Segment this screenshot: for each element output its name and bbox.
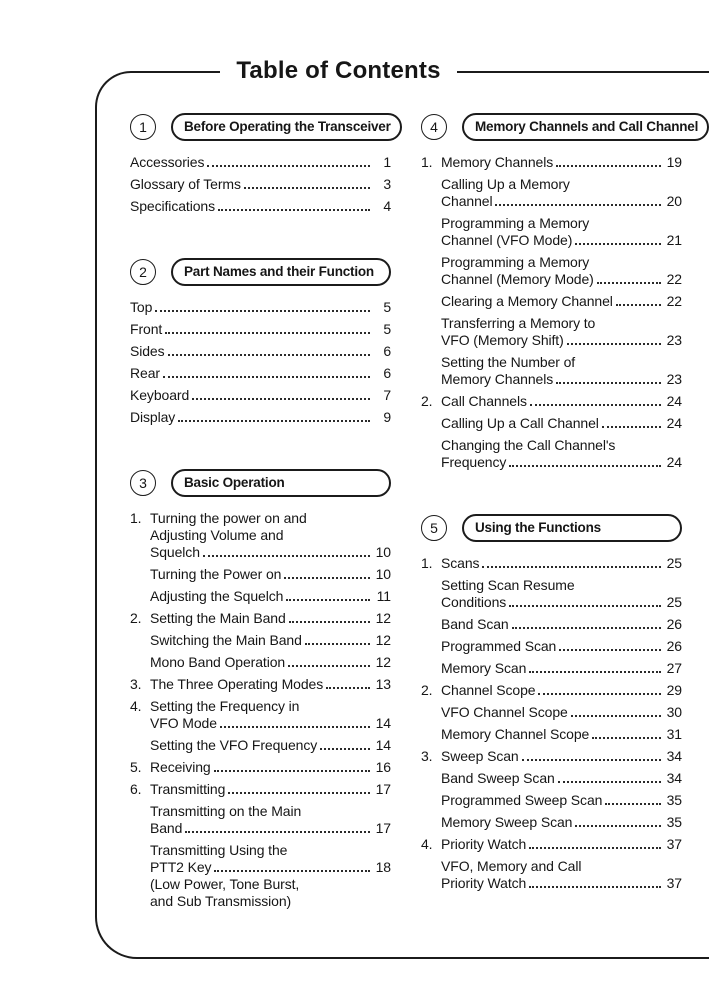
entry-line: Programming a Memory (441, 254, 590, 270)
toc-entry (130, 198, 391, 215)
entry-page: 10 (375, 544, 391, 560)
toc-entry (130, 299, 391, 316)
entry-number: 4. (421, 836, 433, 852)
entry-line (150, 759, 391, 776)
entry-page: 25 (666, 555, 682, 571)
leader-dots (567, 343, 661, 345)
entry-line (130, 321, 391, 338)
leader-dots (288, 665, 370, 667)
section-header (421, 113, 699, 141)
entry-line (441, 682, 682, 699)
toc-entry (421, 577, 682, 611)
toc-entry (130, 676, 391, 693)
section-header (130, 258, 391, 286)
entry-line (150, 781, 391, 798)
toc-entry (130, 365, 391, 382)
entry-page: 14 (375, 715, 391, 731)
toc-entry (421, 814, 682, 831)
leader-dots (556, 165, 661, 167)
entry-line (441, 193, 682, 210)
entry-line (150, 610, 391, 627)
entry-line (130, 154, 391, 171)
entry-page: 12 (375, 610, 391, 626)
entry-page: 16 (375, 759, 391, 775)
entry-text: Display (130, 409, 176, 425)
entry-text: Switching the Main Band (150, 632, 302, 648)
entry-line (150, 632, 391, 649)
leader-dots (592, 737, 661, 739)
leader-dots (559, 649, 661, 651)
leader-dots (284, 577, 370, 579)
entry-page: 12 (375, 632, 391, 648)
entry-line (441, 638, 682, 655)
entry-page: 35 (666, 814, 682, 830)
entry-line (130, 299, 391, 316)
entry-line (441, 660, 682, 677)
entry-line: Calling Up a Memory (441, 176, 570, 192)
toc-entry (421, 660, 682, 677)
leader-dots (495, 204, 661, 206)
leader-dots (163, 376, 370, 378)
leader-dots (512, 627, 661, 629)
entry-line (130, 343, 391, 360)
leader-dots (602, 426, 661, 428)
toc-entry (130, 842, 391, 910)
toc-entry (421, 770, 682, 787)
toc-entry (421, 154, 682, 171)
entry-page: 6 (383, 343, 391, 359)
entry-page: 26 (666, 638, 682, 654)
entry-page: 24 (666, 454, 682, 470)
entry-text: Rear (130, 365, 160, 381)
toc-entry (130, 343, 391, 360)
entry-number: 1. (130, 510, 142, 526)
toc-section (421, 514, 682, 897)
toc-entry (421, 726, 682, 743)
entry-text: Memory Scan (441, 660, 527, 676)
entry-line (441, 154, 682, 171)
leader-dots (529, 671, 661, 673)
leader-dots (185, 831, 370, 833)
entry-line: Setting the Number of (441, 354, 576, 370)
entry-page: 26 (666, 616, 682, 632)
leader-dots (155, 310, 370, 312)
toc-entry (421, 393, 682, 410)
entry-line: VFO, Memory and Call (441, 858, 582, 874)
entry-text: PTT2 Key (150, 859, 212, 875)
entry-line (441, 814, 682, 831)
entry-line: Transmitting on the Main (150, 803, 302, 819)
entry-number: 1. (421, 555, 433, 571)
entry-text: VFO Mode (150, 715, 217, 731)
entry-page: 18 (375, 859, 391, 875)
section-number-badge: 2 (130, 259, 156, 285)
entry-text: Sweep Scan (441, 748, 519, 764)
entry-text: Top (130, 299, 153, 315)
leader-dots (509, 605, 661, 607)
section-number-badge: 3 (130, 470, 156, 496)
page-title: Table of Contents (220, 56, 456, 86)
entry-line (441, 792, 682, 809)
entry-page: 25 (666, 594, 682, 610)
entry-line (150, 566, 391, 583)
entry-text: Transmitting (150, 781, 226, 797)
entry-line (150, 820, 391, 837)
leader-dots (575, 825, 661, 827)
toc-entry (130, 654, 391, 671)
entry-page: 13 (375, 676, 391, 692)
entry-line: Setting the Frequency in (150, 698, 300, 714)
toc-columns (130, 113, 699, 915)
entry-page: 12 (375, 654, 391, 670)
leader-dots (605, 803, 661, 805)
entry-page: 7 (383, 387, 391, 403)
entry-page: 9 (383, 409, 391, 425)
leader-dots (192, 398, 370, 400)
entry-page: 20 (666, 193, 682, 209)
entry-text: Adjusting the Squelch (150, 588, 284, 604)
toc-entry (421, 836, 682, 853)
leader-dots (286, 599, 370, 601)
leader-dots (305, 643, 370, 645)
entry-text: Band Scan (441, 616, 509, 632)
entry-text: The Three Operating Modes (150, 676, 324, 692)
leader-dots (178, 420, 370, 422)
toc-entry (421, 293, 682, 310)
entry-line: Adjusting Volume and (150, 527, 284, 543)
toc-entry (421, 858, 682, 892)
entry-page: 24 (666, 393, 682, 409)
leader-dots (244, 187, 370, 189)
entry-line (130, 198, 391, 215)
entry-text: VFO Channel Scope (441, 704, 568, 720)
toc-entry (130, 510, 391, 561)
leader-dots (214, 770, 370, 772)
entry-page: 27 (666, 660, 682, 676)
entry-line: Setting Scan Resume (441, 577, 575, 593)
entry-number: 3. (130, 676, 142, 692)
entry-number: 5. (130, 759, 142, 775)
entry-text: Memory Channels (441, 154, 554, 170)
page-title-wrap (0, 56, 709, 86)
entry-page: 5 (383, 321, 391, 337)
entry-line: Turning the power on and (150, 510, 307, 526)
entry-line (130, 365, 391, 382)
toc-entry (130, 632, 391, 649)
entry-text: Frequency (441, 454, 507, 470)
leader-dots (320, 748, 370, 750)
entry-line (150, 654, 391, 671)
entry-page: 29 (666, 682, 682, 698)
entry-page: 3 (383, 176, 391, 192)
entry-line (441, 836, 682, 853)
entry-line (441, 393, 682, 410)
entry-line (441, 770, 682, 787)
section-header (421, 514, 682, 542)
leader-dots (529, 886, 661, 888)
leader-dots (530, 404, 661, 406)
leader-dots (482, 566, 661, 568)
toc-section (130, 113, 391, 220)
toc-entry (421, 437, 682, 471)
entry-page: 22 (666, 271, 682, 287)
entry-line (441, 875, 682, 892)
entry-page: 23 (666, 332, 682, 348)
entry-line (441, 371, 682, 388)
entry-line (441, 704, 682, 721)
leader-dots (228, 792, 370, 794)
toc-entry (421, 682, 682, 699)
entry-page: 19 (666, 154, 682, 170)
toc-entry (130, 781, 391, 798)
entry-page: 35 (666, 792, 682, 808)
section-number-badge: 4 (421, 114, 447, 140)
entry-line (150, 737, 391, 754)
entry-number: 3. (421, 748, 433, 764)
toc-column (421, 113, 699, 915)
toc-column (130, 113, 391, 915)
leader-dots (575, 243, 661, 245)
leader-dots (220, 726, 370, 728)
entry-page: 37 (666, 836, 682, 852)
entry-text: Channel Scope (441, 682, 536, 698)
leader-dots (571, 715, 661, 717)
entry-page: 5 (383, 299, 391, 315)
entry-text: Conditions (441, 594, 507, 610)
toc-entry (421, 748, 682, 765)
entry-text: Keyboard (130, 387, 190, 403)
entry-text: Glossary of Terms (130, 176, 241, 192)
toc-entry (130, 154, 391, 171)
entry-text: Receiving (150, 759, 211, 775)
entry-text: Memory Channels (441, 371, 554, 387)
leader-dots (214, 870, 370, 872)
entry-line (441, 616, 682, 633)
entry-page: 4 (383, 198, 391, 214)
entry-page: 31 (666, 726, 682, 742)
entry-text: Setting the Main Band (150, 610, 286, 626)
section-title-pill: Using the Functions (462, 514, 682, 542)
entry-text: Accessories (130, 154, 205, 170)
entry-line (130, 387, 391, 404)
leader-dots (218, 209, 370, 211)
leader-dots (165, 332, 370, 334)
toc-entry (421, 555, 682, 572)
entry-line (150, 859, 391, 876)
toc-section (130, 469, 391, 915)
leader-dots (538, 693, 661, 695)
entry-page: 17 (375, 820, 391, 836)
entry-text: Mono Band Operation (150, 654, 286, 670)
entry-line (130, 176, 391, 193)
entry-number: 2. (421, 393, 433, 409)
entry-number: 6. (130, 781, 142, 797)
entry-text: Programmed Sweep Scan (441, 792, 603, 808)
entry-line (150, 544, 391, 561)
entry-text: Channel (Memory Mode) (441, 271, 594, 287)
entry-line (441, 594, 682, 611)
toc-entry (421, 792, 682, 809)
entry-line (130, 409, 391, 426)
entry-note: and Sub Transmission) (150, 893, 292, 909)
entry-note: (Low Power, Tone Burst, (150, 876, 300, 892)
entry-text: Memory Sweep Scan (441, 814, 573, 830)
toc-section (421, 113, 699, 476)
entry-line (441, 726, 682, 743)
entry-page: 14 (375, 737, 391, 753)
entry-text: Squelch (150, 544, 200, 560)
leader-dots (168, 354, 370, 356)
entry-line (441, 232, 682, 249)
toc-section (130, 258, 391, 431)
toc-entry (130, 588, 391, 605)
toc-entry (130, 176, 391, 193)
entry-line (441, 271, 682, 288)
entry-text: Channel (VFO Mode) (441, 232, 573, 248)
section-title-pill: Basic Operation (171, 469, 391, 497)
leader-dots (207, 165, 370, 167)
leader-dots (203, 555, 370, 557)
toc-entry (130, 387, 391, 404)
leader-dots (597, 282, 661, 284)
entry-text: Channel (441, 193, 493, 209)
toc-entry (130, 698, 391, 732)
entry-text: Scans (441, 555, 480, 571)
entry-page: 10 (375, 566, 391, 582)
entry-text: Specifications (130, 198, 215, 214)
entry-line (150, 715, 391, 732)
entry-page: 37 (666, 875, 682, 891)
section-number-badge: 5 (421, 515, 447, 541)
section-title-pill: Part Names and their Function (171, 258, 391, 286)
entry-line (441, 555, 682, 572)
entry-line (441, 454, 682, 471)
entry-line (441, 748, 682, 765)
entry-text: Priority Watch (441, 875, 527, 891)
leader-dots (616, 304, 661, 306)
section-header (130, 469, 391, 497)
entry-text: Memory Channel Scope (441, 726, 590, 742)
leader-dots (529, 847, 661, 849)
entry-line (441, 293, 682, 310)
entry-page: 17 (375, 781, 391, 797)
entry-text: Turning the Power on (150, 566, 282, 582)
toc-entry (130, 610, 391, 627)
entry-number: 2. (130, 610, 142, 626)
entry-text: Front (130, 321, 163, 337)
toc-entry (421, 415, 682, 432)
toc-entry (421, 704, 682, 721)
section-number-badge: 1 (130, 114, 156, 140)
entry-text: Programmed Scan (441, 638, 557, 654)
entry-page: 21 (666, 232, 682, 248)
leader-dots (558, 781, 661, 783)
section-title-pill: Before Operating the Transceiver (171, 113, 402, 141)
toc-entry (130, 759, 391, 776)
entry-number: 2. (421, 682, 433, 698)
toc-entry (421, 638, 682, 655)
entry-text: Band (150, 820, 183, 836)
entry-text: Setting the VFO Frequency (150, 737, 318, 753)
entry-page: 23 (666, 371, 682, 387)
entry-page: 30 (666, 704, 682, 720)
entry-page: 34 (666, 748, 682, 764)
section-header (130, 113, 391, 141)
entry-line (150, 588, 391, 605)
entry-text: Calling Up a Call Channel (441, 415, 599, 431)
leader-dots (509, 465, 661, 467)
entry-line (441, 332, 682, 349)
toc-entry (130, 803, 391, 837)
entry-number: 4. (130, 698, 142, 714)
entry-line (150, 676, 391, 693)
entry-line: Transmitting Using the (150, 842, 288, 858)
toc-entry (130, 409, 391, 426)
entry-line: Programming a Memory (441, 215, 590, 231)
toc-entry (130, 321, 391, 338)
entry-text: Sides (130, 343, 165, 359)
leader-dots (556, 382, 661, 384)
toc-entry (421, 254, 682, 288)
entry-text: Band Sweep Scan (441, 770, 555, 786)
entry-page: 22 (666, 293, 682, 309)
entry-page: 6 (383, 365, 391, 381)
toc-entry (421, 616, 682, 633)
toc-entry (421, 215, 682, 249)
leader-dots (326, 687, 370, 689)
toc-entry (421, 315, 682, 349)
entry-text: Priority Watch (441, 836, 527, 852)
entry-number: 1. (421, 154, 433, 170)
toc-entry (130, 737, 391, 754)
entry-page: 34 (666, 770, 682, 786)
entry-text: Call Channels (441, 393, 527, 409)
entry-text: Clearing a Memory Channel (441, 293, 613, 309)
toc-entry (130, 566, 391, 583)
entry-text: VFO (Memory Shift) (441, 332, 564, 348)
section-title-pill: Memory Channels and Call Channel (462, 113, 709, 141)
entry-line (441, 415, 682, 432)
entry-page: 1 (383, 154, 391, 170)
toc-entry (421, 176, 682, 210)
leader-dots (289, 621, 370, 623)
entry-line: Transferring a Memory to (441, 315, 596, 331)
toc-entry (421, 354, 682, 388)
leader-dots (522, 759, 661, 761)
entry-line: Changing the Call Channel's (441, 437, 616, 453)
entry-page: 11 (376, 588, 391, 604)
entry-page: 24 (666, 415, 682, 431)
